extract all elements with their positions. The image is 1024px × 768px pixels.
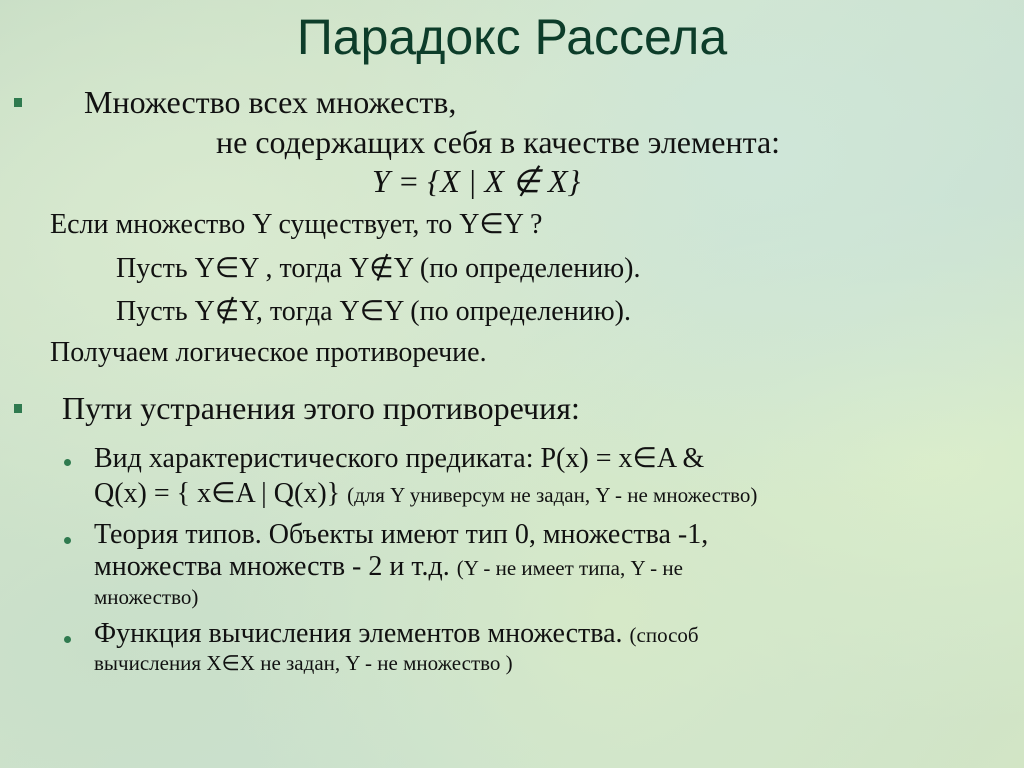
sub2-line1: Теория типов. Объекты имеют тип 0, множества -1, xyxy=(94,519,709,550)
sub2-note-b: множество) xyxy=(94,585,199,609)
sub1-line2 xyxy=(94,476,757,510)
bullet-square-icon xyxy=(14,98,22,107)
question-line: Если множество Y существует, то Y∈Y ? xyxy=(50,209,543,240)
conclusion-line: Получаем логическое противоречие. xyxy=(50,337,487,368)
set-formula: Y = {X | X ∉ X} xyxy=(372,163,581,199)
sub3-note-a: (способ xyxy=(629,623,699,647)
case2-line: Пусть Y∉Y, тогда Y∈Y (по определению). xyxy=(116,296,631,327)
bullet-dot-icon xyxy=(64,459,71,466)
case1-line: Пусть Y∈Y , тогда Y∉Y (по определению). xyxy=(116,253,641,284)
bullet1-line2: не содержащих себя в качестве элемента: xyxy=(216,124,781,160)
sub1-note: (для Y универсум не задан, Y - не множество) xyxy=(347,483,758,507)
bullet-dot-icon xyxy=(64,636,71,643)
bullet-square-icon xyxy=(14,404,22,413)
sub2-note-a: (Y - не имеет типа, Y - не xyxy=(456,556,683,580)
bullet2-text: Пути устранения этого противоречия: xyxy=(62,390,580,426)
sub1-line1: Вид характеристического предиката: P(x) = x∈A & xyxy=(94,443,705,474)
sub3-main: Функция вычисления элементов множества. xyxy=(94,618,623,649)
sub3-note-b: вычисления X∈X не задан, Y - не множество ) xyxy=(94,651,513,675)
sub2-line2 xyxy=(94,551,683,583)
sub2-main-b: множества множеств - 2 и т.д. xyxy=(94,551,450,582)
slide-title: Парадокс Рассела xyxy=(296,9,728,65)
sub1-formula: Q(x) = { x∈A | Q(x)} xyxy=(94,478,341,509)
sub3-line1 xyxy=(94,618,699,650)
bullet-dot-icon xyxy=(64,537,71,544)
bullet1-line1: Множество всех множеств, xyxy=(84,84,457,120)
